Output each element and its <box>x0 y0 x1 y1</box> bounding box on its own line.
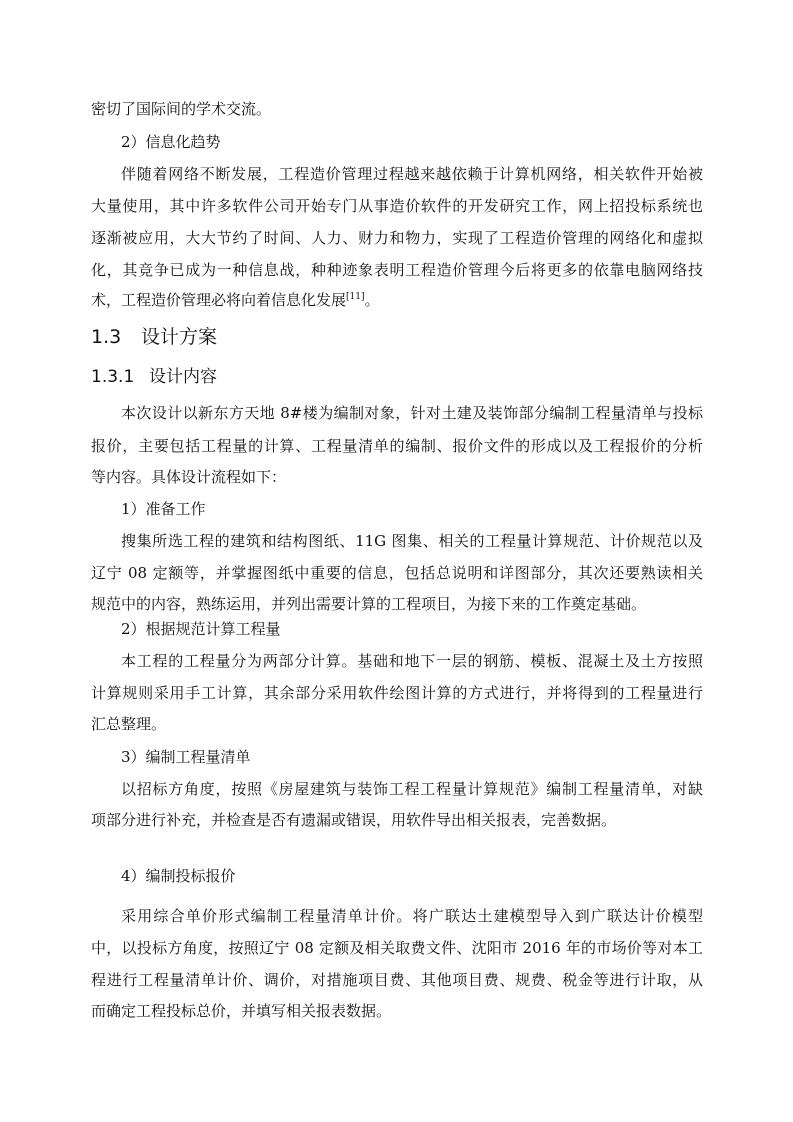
paragraph-line: 采用综合单价形式编制工程量清单计价。将广联达土建模型导入到广联达计价模型 <box>121 907 703 925</box>
paragraph-line: 以招标方角度，按照《房屋建筑与装饰工程工程量计算规范》编制工程量清单，对缺 <box>121 780 703 798</box>
list-heading: 2）根据规范计算工程量 <box>121 620 281 638</box>
paragraph-line: 本工程的工程量分为两部分计算。基础和地下一层的钢筋、模板、混凝土及土方按照 <box>121 652 703 670</box>
citation-ref: [11] <box>346 292 365 302</box>
list-heading: 3）编制工程量清单 <box>121 748 251 766</box>
paragraph-line: 中，以投标方角度，按照辽宁 08 定额及相关取费文件、沈阳市 2016 年的市场价等对本工 <box>91 939 703 957</box>
paragraph-line: 规范中的内容，熟练运用，并列出需要计算的工程项目，为接下来的工作奠定基础。 <box>91 595 647 613</box>
paragraph-line: 逐渐被应用，大大节约了时间、人力、财力和物力，实现了工程造价管理的网络化和虚拟 <box>91 229 703 247</box>
paragraph-line: 辽宁 08 定额等，并掌握图纸中重要的信息，包括总说明和详图部分，其次还要熟读相关 <box>91 564 703 582</box>
paragraph-line: 程进行工程量清单计价、调价，对措施项目费、其他项目费、规费、税金等进行计取，从 <box>91 971 703 989</box>
paragraph-line <box>91 290 380 310</box>
paragraph-line: 而确定工程投标总价，并填写相关报表数据。 <box>91 1002 392 1020</box>
section-title: 设计方案 <box>141 326 218 348</box>
paragraph-line: 化，其竞争已成为一种信息战，种种迹象表明工程造价管理今后将更多的依靠电脑网络技 <box>91 261 703 279</box>
paragraph-line: 汇总整理。 <box>91 715 167 733</box>
paragraph-line: 大量使用，其中许多软件公司开始专门从事造价软件的开发研究工作，网上招投标系统也 <box>91 197 703 215</box>
paragraph-text: 。 <box>364 291 380 309</box>
paragraph-line: 等内容。具体设计流程如下： <box>91 468 287 486</box>
paragraph-line: 项部分进行补充，并检查是否有遗漏或错误，用软件导出相关报表，完善数据。 <box>91 811 617 829</box>
paragraph-line: 密切了国际间的学术交流。 <box>91 100 272 118</box>
paragraph-line: 本次设计以新东方天地 8#楼为编制对象，针对土建及装饰部分编制工程量清单与投标 <box>121 404 703 422</box>
subsection-title: 设计内容 <box>149 367 217 387</box>
section-number: 1.3 <box>91 326 122 348</box>
subsection-number: 1.3.1 <box>91 367 135 387</box>
section-heading <box>91 325 217 349</box>
subsection-heading <box>91 366 217 388</box>
paragraph-line: 搜集所选工程的建筑和结构图纸、11G 图集、相关的工程量计算规范、计价规范以及 <box>121 532 703 550</box>
list-heading: 2）信息化趋势 <box>121 133 221 151</box>
list-heading: 4）编制投标报价 <box>121 867 236 885</box>
paragraph-text: 术，工程造价管理必将向着信息化发展 <box>91 291 347 309</box>
paragraph-line: 伴随着网络不断发展，工程造价管理过程越来越依赖于计算机网络，相关软件开始被 <box>121 165 703 183</box>
paragraph-line: 计算规则采用手工计算，其余部分采用软件绘图计算的方式进行，并将得到的工程量进行 <box>91 684 703 702</box>
paragraph-line: 报价，主要包括工程量的计算、工程量清单的编制、报价文件的形成以及工程报价的分析 <box>91 437 703 455</box>
list-heading: 1）准备工作 <box>121 500 206 518</box>
